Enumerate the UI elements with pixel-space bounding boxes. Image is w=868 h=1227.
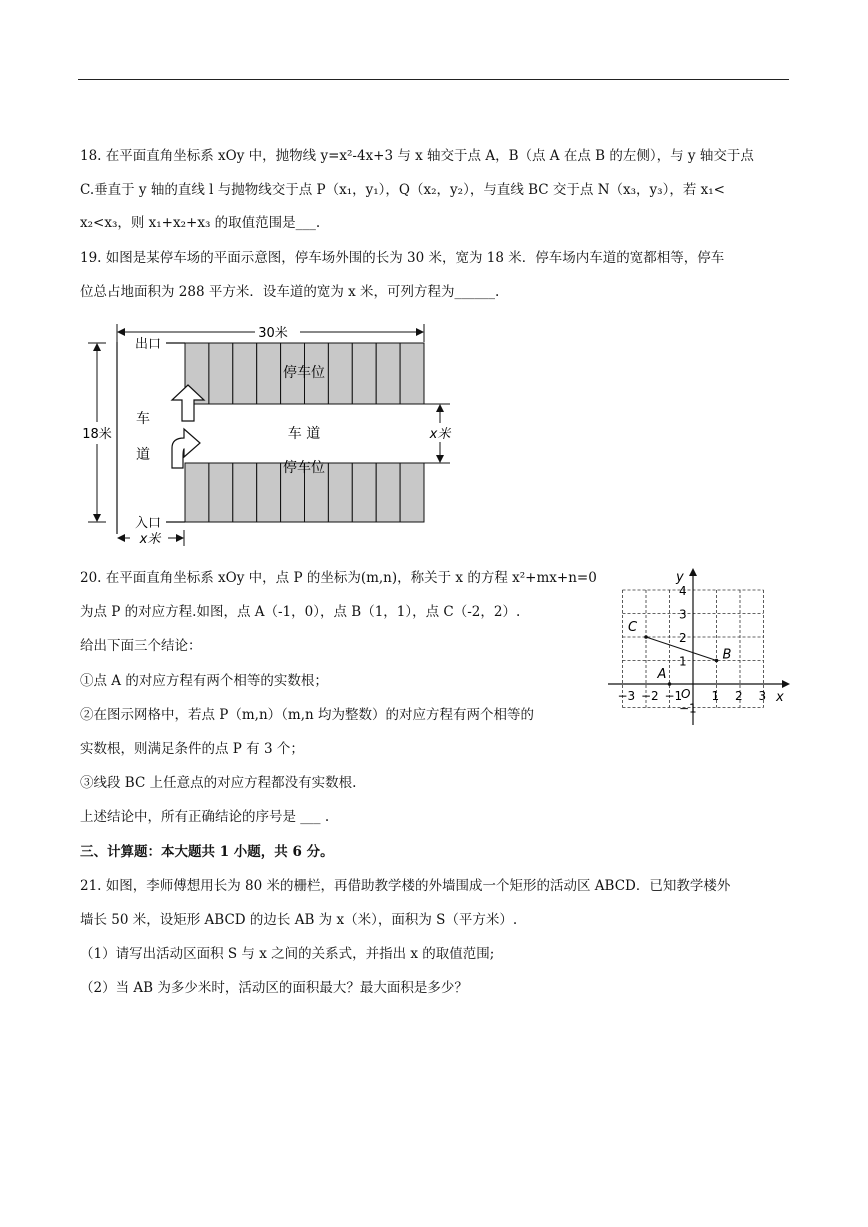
- point-c: [644, 635, 648, 639]
- lane-label: 车 道: [287, 426, 321, 442]
- q20-line-7: ③线段 BC 上任意点的对应方程都没有实数根.: [80, 775, 357, 791]
- q20-line-8: 上述结论中，所有正确结论的序号是 ___ .: [80, 809, 330, 825]
- x-axis-arrow-icon: [782, 680, 790, 688]
- top-space-4: [257, 343, 281, 404]
- parking-label-bottom: 停车位: [283, 460, 325, 476]
- q19-line-1: 19. 如图是某停车场的平面示意图，停车场外围的长为 30 米，宽为 18 米．停车场内车道的宽都相等，停车: [80, 250, 725, 266]
- x-tick-label: 1: [711, 689, 720, 703]
- point-label-b: B: [722, 647, 732, 663]
- q21-line-1: 21. 如图，李师傅想用长为 80 米的栅栏，再借助教学楼的外墙围成一个矩形的活动区 ABCD．已知教学楼外: [80, 878, 731, 894]
- x-tick-label: −2: [641, 689, 659, 703]
- point-label-c: C: [628, 620, 638, 635]
- y-tick-label: 3: [679, 607, 687, 622]
- x-label-bottom: x米: [139, 532, 161, 547]
- q20-line-4: ①点 A 的对应方程有两个相等的实数根；: [80, 673, 328, 689]
- q20-line-2: 为点 P 的对应方程.如图，点 A（-1，0），点 B（1，1），点 C（-2，2）.: [80, 604, 521, 620]
- x-tick-label: 3: [758, 689, 767, 703]
- entry-turn-arrow-icon: [172, 429, 200, 468]
- lane-side-char-1: 车: [136, 411, 150, 427]
- x-tick-label: −1: [664, 689, 683, 703]
- points: [628, 620, 732, 686]
- x-tick-label: 2: [735, 689, 743, 703]
- point-a: [668, 682, 672, 686]
- x-tick-label: −3: [617, 689, 636, 703]
- parking-label-top: 停车位: [283, 365, 325, 381]
- bottom-space-1: [185, 463, 209, 522]
- y-tick-label: 4: [679, 584, 687, 598]
- y-axis-label: y: [676, 570, 684, 585]
- origin-label: O: [681, 687, 691, 701]
- bottom-space-3: [233, 463, 257, 522]
- exit-label: 出口: [135, 337, 162, 352]
- q19-line-2: 位总占地面积为 288 平方米．设车道的宽为 x 米，可列方程为______.: [80, 284, 500, 300]
- q20-line-6: 实数根，则满足条件的点 P 有 3 个；: [80, 741, 304, 757]
- top-space-8: [352, 343, 376, 404]
- bottom-space-4: [257, 463, 281, 522]
- x-axis-label: x: [776, 690, 784, 705]
- width-label: 30米: [258, 326, 288, 341]
- point-b: [715, 659, 719, 663]
- top-space-7: [328, 343, 352, 404]
- bottom-space-10: [400, 463, 424, 522]
- section-3-heading: 三、计算题：本大题共 1 小题，共 6 分。: [80, 844, 334, 860]
- q21-line-2: 墙长 50 米，设矩形 ABCD 的边长 AB 为 x（米），面积为 S（平方米）.: [80, 912, 518, 928]
- bottom-space-7: [328, 463, 352, 522]
- top-space-10: [400, 343, 424, 404]
- parking-lot-figure: [70, 318, 470, 550]
- q18-line-2: C.垂直于 y 轴的直线 l 与抛物线交于点 P（x₁，y₁），Q（x₂，y₂），与直线 BC 交于点 N（x₃，y₃），若 x₁<: [80, 182, 725, 198]
- q20-line-5: ②在图示网格中，若点 P（m,n）（m,n 均为整数）的对应方程有两个相等的: [80, 707, 534, 723]
- coordinate-grid-figure: [600, 565, 795, 730]
- q21-line-3: （1）请写出活动区面积 S 与 x 之间的关系式，并指出 x 的取值范围;: [80, 946, 495, 962]
- q18-line-1: 18. 在平面直角坐标系 xOy 中，抛物线 y=x²-4x+3 与 x 轴交于点 A，B（点 A 在点 B 的左侧），与 y 轴交于点: [80, 148, 754, 164]
- q18-line-3: x₂<x₃，则 x₁+x₂+x₃ 的取值范围是___.: [80, 215, 321, 231]
- q20-line-3: 给出下面三个结论：: [80, 638, 202, 654]
- y-axis-arrow-icon: [689, 568, 697, 576]
- entry-label: 入口: [135, 516, 162, 531]
- y-tick-label: −1: [679, 701, 697, 716]
- bottom-space-8: [352, 463, 376, 522]
- top-space-9: [376, 343, 400, 404]
- y-tick-label: 1: [679, 654, 687, 669]
- lane-side-char-2: 道: [136, 447, 150, 463]
- bottom-space-2: [209, 463, 233, 522]
- x-label-right: x米: [429, 427, 451, 442]
- q21-line-4: （2）当 AB 为多少米时，活动区的面积最大？最大面积是多少？: [80, 980, 468, 996]
- top-space-2: [209, 343, 233, 404]
- tick-labels: [618, 584, 767, 716]
- height-label: 18米: [82, 427, 112, 442]
- point-label-a: A: [657, 667, 667, 682]
- top-space-3: [233, 343, 257, 404]
- bottom-space-9: [376, 463, 400, 522]
- header-rule: [78, 79, 789, 80]
- q20-line-1: 20. 在平面直角坐标系 xOy 中，点 P 的坐标为(m,n)，称关于 x 的方程 x²+mx+n=0: [80, 570, 597, 586]
- y-tick-label: 2: [679, 631, 687, 645]
